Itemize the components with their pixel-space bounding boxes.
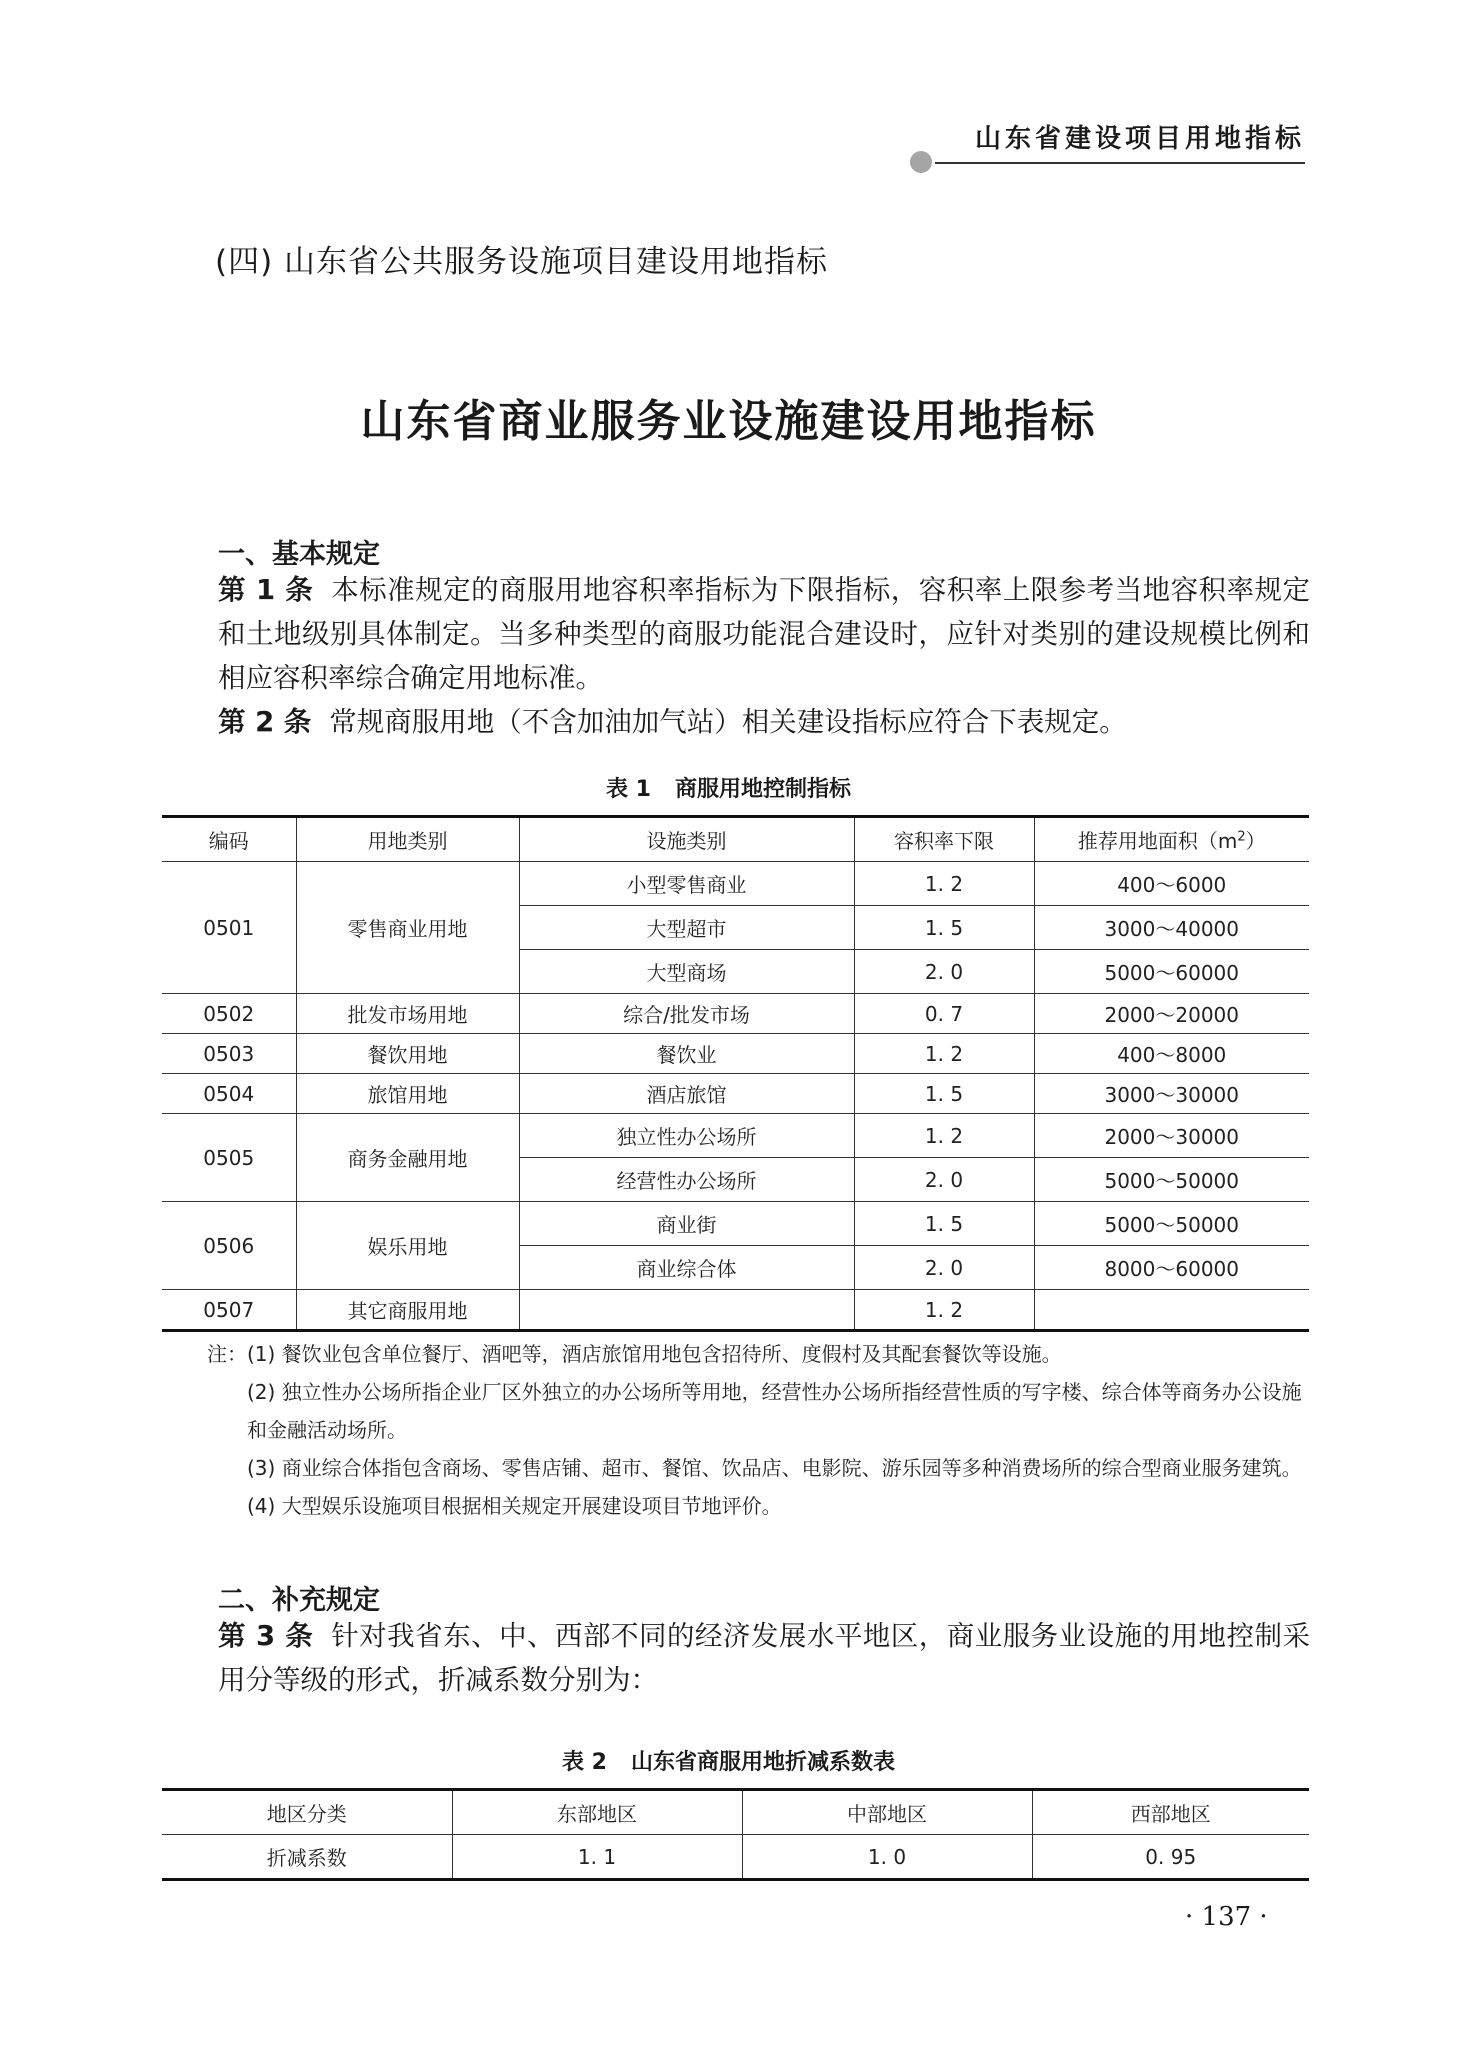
article-3 [218, 1614, 1310, 1702]
table-row [162, 1202, 1309, 1246]
table-row [162, 1835, 1309, 1880]
article-3-label: 第 3 条 [218, 1620, 314, 1652]
category-cell: 商务金融用地 [296, 1114, 519, 1202]
table-row [162, 994, 1309, 1034]
code-cell: 0507 [162, 1290, 296, 1331]
far-cell: 1. 2 [854, 862, 1034, 906]
table-header-cell: 地区分类 [162, 1790, 452, 1835]
table-row [162, 862, 1309, 906]
note-4: (4) 大型娱乐设施项目根据相关规定开展建设项目节地评价。 [247, 1494, 782, 1518]
facility-cell: 餐饮业 [519, 1034, 854, 1074]
table-header-cell: 编码 [162, 817, 296, 862]
far-cell: 2. 0 [854, 1246, 1034, 1290]
table-header-cell: 设施类别 [519, 817, 854, 862]
header-dot-ornament [910, 151, 932, 173]
area-cell: 5000～50000 [1034, 1202, 1309, 1246]
table-1-title: 商服用地控制指标 [674, 777, 851, 802]
area-cell: 400～8000 [1034, 1034, 1309, 1074]
table-cell: 0. 95 [1032, 1835, 1309, 1880]
area-cell [1034, 1290, 1309, 1331]
category-cell: 批发市场用地 [296, 994, 519, 1034]
facility-cell: 商业街 [519, 1202, 854, 1246]
article-2-label: 第 2 条 [218, 706, 312, 738]
facility-cell: 商业综合体 [519, 1246, 854, 1290]
far-cell: 2. 0 [854, 950, 1034, 994]
article-1-text: 本标准规定的商服用地容积率指标为下限指标，容积率上限参考当地容积率规定和土地级别具体制定。当多种类型的商服功能混合建设时，应针对类别的建设规模比例和相应容积率综合确定用地标准。 [218, 574, 1310, 694]
far-cell: 2. 0 [854, 1158, 1034, 1202]
table-cell: 折减系数 [162, 1835, 452, 1880]
table-1-caption [0, 772, 1457, 803]
heading-basic-rules: 一、基本规定 [218, 539, 380, 570]
table-header-cell: 容积率下限 [854, 817, 1034, 862]
note-3: (3) 商业综合体指包含商场、零售店铺、超市、餐馆、饮品店、电影院、游乐园等多种消费场所的综合型商业服务建筑。 [247, 1456, 1302, 1480]
table-header-cell: 中部地区 [742, 1790, 1032, 1835]
note-2: (2) 独立性办公场所指企业厂区外独立的办公场所等用地，经营性办公场所指经营性质的写字楼、综合体等商务办公设施和金融活动场所。 [247, 1380, 1302, 1442]
facility-cell: 小型零售商业 [519, 862, 854, 906]
table-header-cell: 用地类别 [296, 817, 519, 862]
facility-cell: 大型商场 [519, 950, 854, 994]
header-rule [935, 162, 1305, 164]
facility-cell: 独立性办公场所 [519, 1114, 854, 1158]
article-2-text: 常规商服用地（不含加油加气站）相关建设指标应符合下表规定。 [329, 706, 1127, 738]
code-cell: 0501 [162, 862, 296, 994]
code-cell: 0504 [162, 1074, 296, 1114]
code-cell: 0505 [162, 1114, 296, 1202]
table-2-caption [0, 1745, 1457, 1776]
far-cell: 1. 2 [854, 1290, 1034, 1331]
table-2 [162, 1788, 1309, 1881]
table-header-row [162, 1790, 1309, 1835]
facility-cell [519, 1290, 854, 1331]
facility-cell: 酒店旅馆 [519, 1074, 854, 1114]
area-cell: 2000～30000 [1034, 1114, 1309, 1158]
table-header-cell: 推荐用地面积$(m^2)$ [1034, 817, 1309, 862]
main-title: 山东省商业服务业设施建设用地指标 [360, 396, 1097, 447]
code-cell: 0502 [162, 994, 296, 1034]
note-1: 注：(1) 餐饮业包含单位餐厅、酒吧等，酒店旅馆用地包含招待所、度假村及其配套餐饮等设施。 [207, 1342, 1062, 1366]
table-cell: 1. 0 [742, 1835, 1032, 1880]
far-cell: 1. 5 [854, 1074, 1034, 1114]
area-cell: 5000～60000 [1034, 950, 1309, 994]
table-1-notes [207, 1335, 1312, 1525]
area-cell: 3000～30000 [1034, 1074, 1309, 1114]
area-cell: 400～6000 [1034, 862, 1309, 906]
table-header-row [162, 817, 1309, 862]
section-title: (四) 山东省公共服务设施项目建设用地指标 [215, 244, 829, 280]
article-1-label: 第 1 条 [218, 574, 314, 606]
table-header-cell: 西部地区 [1032, 1790, 1309, 1835]
code-cell: 0506 [162, 1202, 296, 1290]
category-cell: 零售商业用地 [296, 862, 519, 994]
far-cell: 0. 7 [854, 994, 1034, 1034]
area-cell: 5000～50000 [1034, 1158, 1309, 1202]
article-3-text: 针对我省东、中、西部不同的经济发展水平地区，商业服务业设施的用地控制采用分等级的形式，折减系数分别为： [218, 1620, 1310, 1696]
heading-supplementary-rules: 二、补充规定 [218, 1585, 380, 1616]
facility-cell: 经营性办公场所 [519, 1158, 854, 1202]
far-cell: 1. 2 [854, 1034, 1034, 1074]
category-cell: 餐饮用地 [296, 1034, 519, 1074]
category-cell: 其它商服用地 [296, 1290, 519, 1331]
area-cell: 3000～40000 [1034, 906, 1309, 950]
facility-cell: 大型超市 [519, 906, 854, 950]
table-2-number: 表 2 [562, 1750, 607, 1775]
table-1 [162, 815, 1309, 1332]
far-cell: 1. 5 [854, 906, 1034, 950]
table-2-title: 山东省商服用地折减系数表 [630, 1750, 895, 1775]
table-row [162, 1074, 1309, 1114]
article-2 [218, 700, 1310, 744]
table-row [162, 1114, 1309, 1158]
article-1 [218, 568, 1310, 700]
area-cell: 8000～60000 [1034, 1246, 1309, 1290]
far-cell: 1. 5 [854, 1202, 1034, 1246]
table-row [162, 1034, 1309, 1074]
category-cell: 娱乐用地 [296, 1202, 519, 1290]
far-cell: 1. 2 [854, 1114, 1034, 1158]
table-row [162, 1290, 1309, 1331]
table-cell: 1. 1 [452, 1835, 742, 1880]
table-1-number: 表 1 [606, 777, 651, 802]
table-header-cell: 东部地区 [452, 1790, 742, 1835]
facility-cell: 综合/批发市场 [519, 994, 854, 1034]
code-cell: 0503 [162, 1034, 296, 1074]
running-header: 山东省建设项目用地指标 [974, 124, 1305, 154]
category-cell: 旅馆用地 [296, 1074, 519, 1114]
page-number: · 137 · [1185, 1902, 1268, 1932]
area-cell: 2000～20000 [1034, 994, 1309, 1034]
